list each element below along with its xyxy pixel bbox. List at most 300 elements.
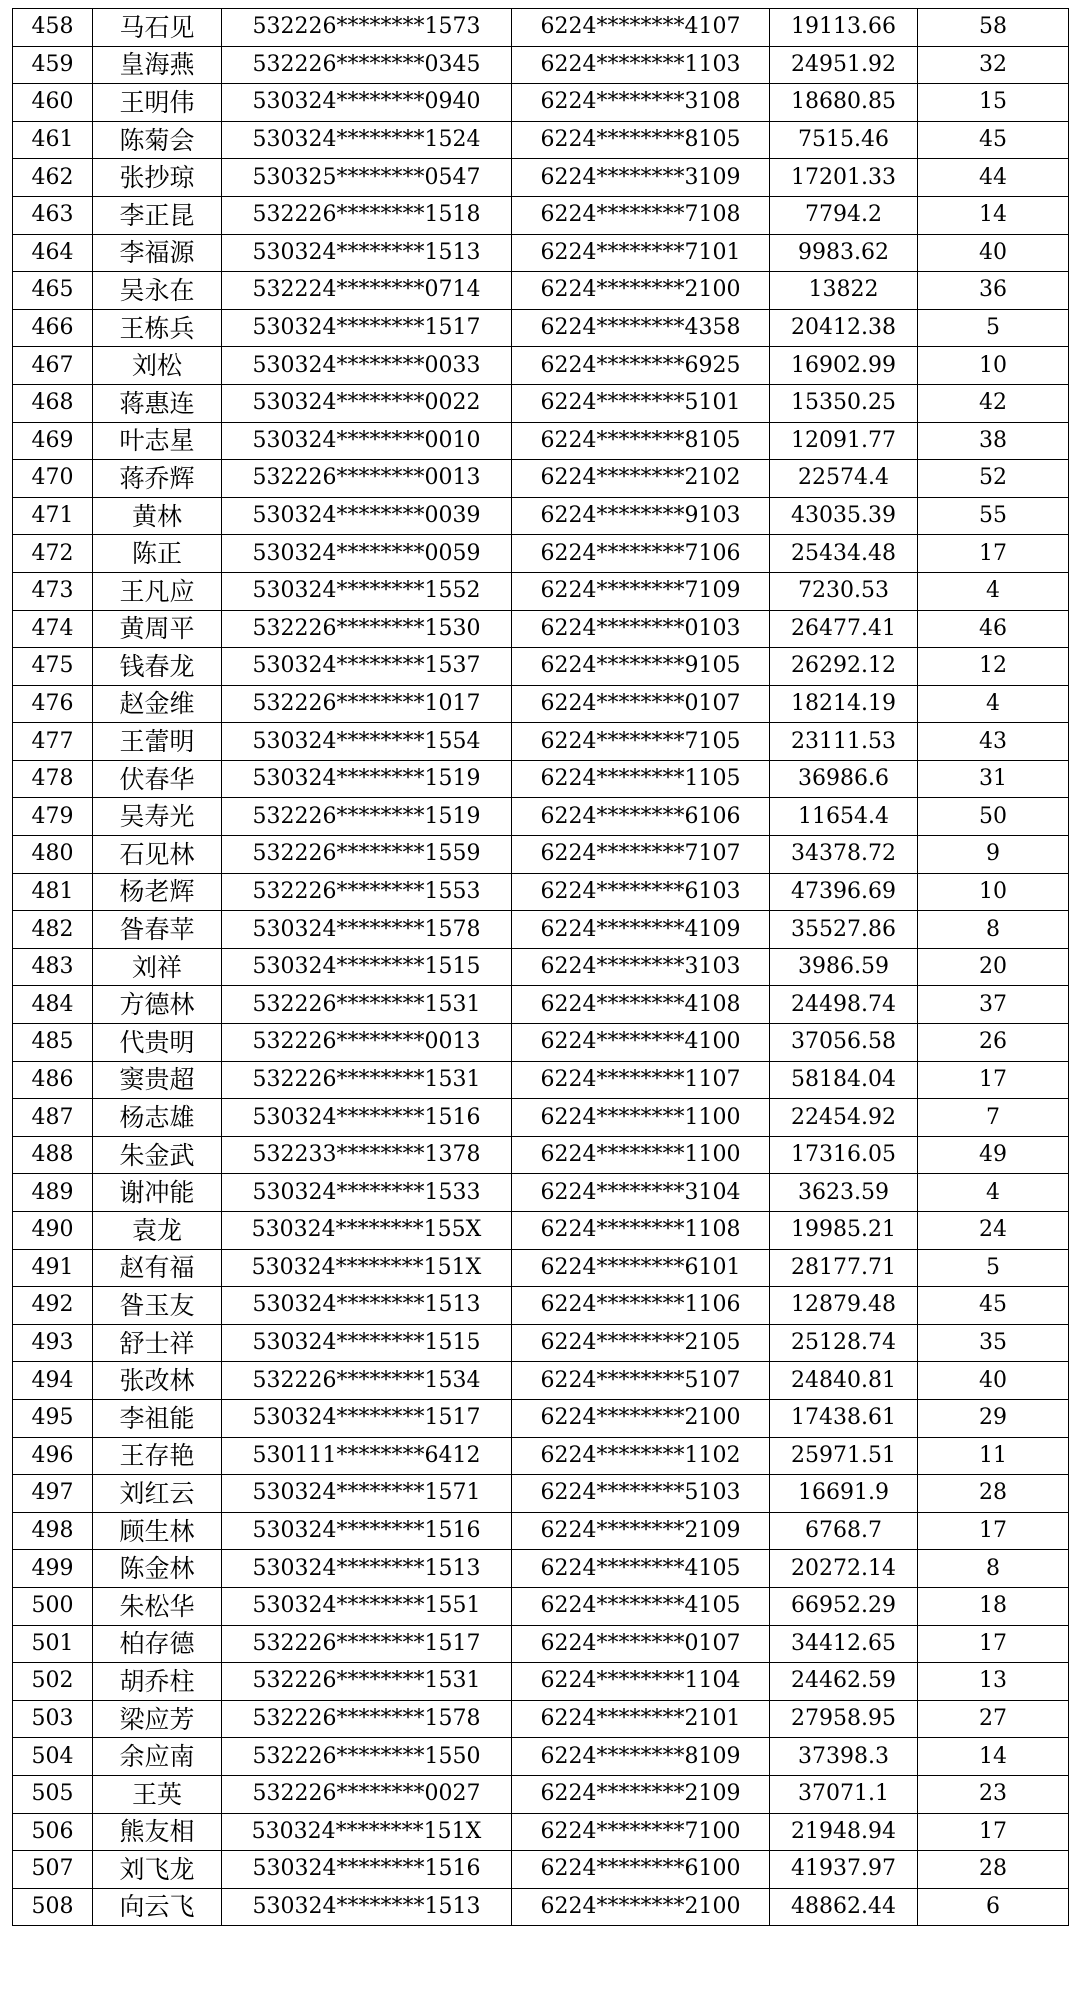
row-number-cell: 495 — [13, 1399, 93, 1437]
name-cell: 钱春龙 — [93, 648, 222, 686]
row-number-cell: 490 — [13, 1212, 93, 1250]
table-row — [13, 1174, 1069, 1212]
amount-cell: 34378.72 — [770, 836, 918, 874]
table-row — [13, 1399, 1069, 1437]
amount-cell: 23111.53 — [770, 723, 918, 761]
count-cell: 27 — [918, 1700, 1069, 1738]
name-cell: 赵有福 — [93, 1249, 222, 1287]
bank-card-cell: 6224********2100 — [512, 1399, 770, 1437]
table-row — [13, 497, 1069, 535]
bank-card-cell: 6224********6101 — [512, 1249, 770, 1287]
count-cell: 4 — [918, 572, 1069, 610]
table-row — [13, 422, 1069, 460]
name-cell: 王栋兵 — [93, 309, 222, 347]
amount-cell: 3986.59 — [770, 948, 918, 986]
count-cell: 20 — [918, 948, 1069, 986]
count-cell: 12 — [918, 648, 1069, 686]
table-row — [13, 1212, 1069, 1250]
bank-card-cell: 6224********3103 — [512, 948, 770, 986]
bank-card-cell: 6224********2100 — [512, 272, 770, 310]
amount-cell: 9983.62 — [770, 234, 918, 272]
row-number-cell: 482 — [13, 911, 93, 949]
row-number-cell: 480 — [13, 836, 93, 874]
name-cell: 陈金林 — [93, 1550, 222, 1588]
table-row — [13, 1324, 1069, 1362]
count-cell: 5 — [918, 1249, 1069, 1287]
row-number-cell: 507 — [13, 1851, 93, 1889]
row-number-cell: 505 — [13, 1775, 93, 1813]
table-row — [13, 873, 1069, 911]
row-number-cell: 475 — [13, 648, 93, 686]
count-cell: 18 — [918, 1587, 1069, 1625]
bank-card-cell: 6224********9105 — [512, 648, 770, 686]
count-cell: 4 — [918, 685, 1069, 723]
count-cell: 23 — [918, 1775, 1069, 1813]
row-number-cell: 508 — [13, 1888, 93, 1926]
count-cell: 10 — [918, 873, 1069, 911]
count-cell: 40 — [918, 234, 1069, 272]
row-number-cell: 496 — [13, 1437, 93, 1475]
id-number-cell: 530324********1554 — [222, 723, 512, 761]
id-number-cell: 530325********0547 — [222, 159, 512, 197]
count-cell: 43 — [918, 723, 1069, 761]
count-cell: 17 — [918, 1625, 1069, 1663]
row-number-cell: 462 — [13, 159, 93, 197]
name-cell: 谢冲能 — [93, 1174, 222, 1212]
count-cell: 17 — [918, 1813, 1069, 1851]
table-row — [13, 798, 1069, 836]
table-row — [13, 309, 1069, 347]
amount-cell: 37071.1 — [770, 1775, 918, 1813]
row-number-cell: 493 — [13, 1324, 93, 1362]
name-cell: 皇海燕 — [93, 46, 222, 84]
table-body — [13, 9, 1069, 1926]
row-number-cell: 464 — [13, 234, 93, 272]
id-number-cell: 530324********1515 — [222, 948, 512, 986]
table-row — [13, 836, 1069, 874]
id-number-cell: 532226********1530 — [222, 610, 512, 648]
name-cell: 吴寿光 — [93, 798, 222, 836]
count-cell: 5 — [918, 309, 1069, 347]
table-row — [13, 347, 1069, 385]
id-number-cell: 530324********1516 — [222, 1851, 512, 1889]
data-table — [12, 8, 1069, 1926]
bank-card-cell: 6224********6106 — [512, 798, 770, 836]
bank-card-cell: 6224********2105 — [512, 1324, 770, 1362]
table-row — [13, 1287, 1069, 1325]
id-number-cell: 530324********1537 — [222, 648, 512, 686]
bank-card-cell: 6224********7108 — [512, 196, 770, 234]
table-row — [13, 1550, 1069, 1588]
row-number-cell: 499 — [13, 1550, 93, 1588]
bank-card-cell: 6224********0107 — [512, 1625, 770, 1663]
count-cell: 40 — [918, 1362, 1069, 1400]
name-cell: 柏存德 — [93, 1625, 222, 1663]
name-cell: 张改林 — [93, 1362, 222, 1400]
id-number-cell: 532233********1378 — [222, 1136, 512, 1174]
table-row — [13, 1775, 1069, 1813]
name-cell: 窦贵超 — [93, 1061, 222, 1099]
id-number-cell: 532226********0345 — [222, 46, 512, 84]
amount-cell: 24498.74 — [770, 986, 918, 1024]
amount-cell: 37056.58 — [770, 1024, 918, 1062]
row-number-cell: 463 — [13, 196, 93, 234]
name-cell: 朱金武 — [93, 1136, 222, 1174]
amount-cell: 41937.97 — [770, 1851, 918, 1889]
id-number-cell: 532226********1559 — [222, 836, 512, 874]
count-cell: 28 — [918, 1851, 1069, 1889]
name-cell: 刘祥 — [93, 948, 222, 986]
table-row — [13, 1625, 1069, 1663]
amount-cell: 20272.14 — [770, 1550, 918, 1588]
count-cell: 6 — [918, 1888, 1069, 1926]
amount-cell: 18214.19 — [770, 685, 918, 723]
id-number-cell: 530324********1551 — [222, 1587, 512, 1625]
id-number-cell: 532226********1553 — [222, 873, 512, 911]
bank-card-cell: 6224********2109 — [512, 1775, 770, 1813]
amount-cell: 66952.29 — [770, 1587, 918, 1625]
bank-card-cell: 6224********2101 — [512, 1700, 770, 1738]
id-number-cell: 532224********0714 — [222, 272, 512, 310]
bank-card-cell: 6224********2109 — [512, 1512, 770, 1550]
name-cell: 刘飞龙 — [93, 1851, 222, 1889]
count-cell: 45 — [918, 121, 1069, 159]
row-number-cell: 487 — [13, 1099, 93, 1137]
table-row — [13, 1099, 1069, 1137]
row-number-cell: 488 — [13, 1136, 93, 1174]
row-number-cell: 478 — [13, 760, 93, 798]
count-cell: 32 — [918, 46, 1069, 84]
table-row — [13, 1813, 1069, 1851]
id-number-cell: 530324********1519 — [222, 760, 512, 798]
name-cell: 王英 — [93, 1775, 222, 1813]
count-cell: 26 — [918, 1024, 1069, 1062]
id-number-cell: 530324********0059 — [222, 535, 512, 573]
bank-card-cell: 6224********9103 — [512, 497, 770, 535]
count-cell: 52 — [918, 460, 1069, 498]
row-number-cell: 501 — [13, 1625, 93, 1663]
id-number-cell: 530324********1513 — [222, 1287, 512, 1325]
name-cell: 叶志星 — [93, 422, 222, 460]
amount-cell: 11654.4 — [770, 798, 918, 836]
name-cell: 李祖能 — [93, 1399, 222, 1437]
amount-cell: 17316.05 — [770, 1136, 918, 1174]
amount-cell: 48862.44 — [770, 1888, 918, 1926]
bank-card-cell: 6224********3108 — [512, 84, 770, 122]
name-cell: 王明伟 — [93, 84, 222, 122]
table-row — [13, 1663, 1069, 1701]
table-row — [13, 234, 1069, 272]
table-row — [13, 46, 1069, 84]
amount-cell: 24840.81 — [770, 1362, 918, 1400]
row-number-cell: 492 — [13, 1287, 93, 1325]
count-cell: 46 — [918, 610, 1069, 648]
bank-card-cell: 6224********6103 — [512, 873, 770, 911]
count-cell: 38 — [918, 422, 1069, 460]
id-number-cell: 530324********1513 — [222, 1550, 512, 1588]
bank-card-cell: 6224********8105 — [512, 422, 770, 460]
id-number-cell: 532226********1573 — [222, 9, 512, 47]
amount-cell: 13822 — [770, 272, 918, 310]
table-row — [13, 648, 1069, 686]
bank-card-cell: 6224********1105 — [512, 760, 770, 798]
bank-card-cell: 6224********2100 — [512, 1888, 770, 1926]
amount-cell: 19985.21 — [770, 1212, 918, 1250]
amount-cell: 3623.59 — [770, 1174, 918, 1212]
table-row — [13, 1512, 1069, 1550]
name-cell: 昝玉友 — [93, 1287, 222, 1325]
bank-card-cell: 6224********1100 — [512, 1099, 770, 1137]
id-number-cell: 530324********1515 — [222, 1324, 512, 1362]
amount-cell: 43035.39 — [770, 497, 918, 535]
count-cell: 42 — [918, 384, 1069, 422]
id-number-cell: 532226********1531 — [222, 1061, 512, 1099]
name-cell: 李福源 — [93, 234, 222, 272]
table-row — [13, 1700, 1069, 1738]
id-number-cell: 530324********1517 — [222, 309, 512, 347]
amount-cell: 58184.04 — [770, 1061, 918, 1099]
count-cell: 36 — [918, 272, 1069, 310]
row-number-cell: 468 — [13, 384, 93, 422]
row-number-cell: 483 — [13, 948, 93, 986]
id-number-cell: 532226********1517 — [222, 1625, 512, 1663]
name-cell: 王蕾明 — [93, 723, 222, 761]
table-row — [13, 1136, 1069, 1174]
count-cell: 50 — [918, 798, 1069, 836]
count-cell: 15 — [918, 84, 1069, 122]
name-cell: 黄周平 — [93, 610, 222, 648]
amount-cell: 34412.65 — [770, 1625, 918, 1663]
name-cell: 余应南 — [93, 1738, 222, 1776]
count-cell: 49 — [918, 1136, 1069, 1174]
row-number-cell: 485 — [13, 1024, 93, 1062]
count-cell: 55 — [918, 497, 1069, 535]
count-cell: 17 — [918, 1061, 1069, 1099]
row-number-cell: 461 — [13, 121, 93, 159]
row-number-cell: 503 — [13, 1700, 93, 1738]
amount-cell: 21948.94 — [770, 1813, 918, 1851]
id-number-cell: 532226********0013 — [222, 1024, 512, 1062]
table-row — [13, 685, 1069, 723]
amount-cell: 17201.33 — [770, 159, 918, 197]
row-number-cell: 460 — [13, 84, 93, 122]
name-cell: 袁龙 — [93, 1212, 222, 1250]
table-row — [13, 1888, 1069, 1926]
table-row — [13, 760, 1069, 798]
table-row — [13, 723, 1069, 761]
name-cell: 梁应芳 — [93, 1700, 222, 1738]
bank-card-cell: 6224********6100 — [512, 1851, 770, 1889]
row-number-cell: 466 — [13, 309, 93, 347]
id-number-cell: 530324********0940 — [222, 84, 512, 122]
bank-card-cell: 6224********0107 — [512, 685, 770, 723]
id-number-cell: 530324********155X — [222, 1212, 512, 1250]
row-number-cell: 471 — [13, 497, 93, 535]
bank-card-cell: 6224********8109 — [512, 1738, 770, 1776]
amount-cell: 7794.2 — [770, 196, 918, 234]
row-number-cell: 502 — [13, 1663, 93, 1701]
amount-cell: 12091.77 — [770, 422, 918, 460]
table-row — [13, 9, 1069, 47]
bank-card-cell: 6224********1103 — [512, 46, 770, 84]
bank-card-cell: 6224********4107 — [512, 9, 770, 47]
table-row — [13, 911, 1069, 949]
amount-cell: 24951.92 — [770, 46, 918, 84]
id-number-cell: 530324********0033 — [222, 347, 512, 385]
count-cell: 10 — [918, 347, 1069, 385]
bank-card-cell: 6224********7109 — [512, 572, 770, 610]
bank-card-cell: 6224********1107 — [512, 1061, 770, 1099]
bank-card-cell: 6224********7107 — [512, 836, 770, 874]
amount-cell: 19113.66 — [770, 9, 918, 47]
table-row — [13, 196, 1069, 234]
id-number-cell: 530324********1571 — [222, 1475, 512, 1513]
name-cell: 马石见 — [93, 9, 222, 47]
bank-card-cell: 6224********7101 — [512, 234, 770, 272]
row-number-cell: 467 — [13, 347, 93, 385]
table-row — [13, 572, 1069, 610]
id-number-cell: 532226********1578 — [222, 1700, 512, 1738]
row-number-cell: 481 — [13, 873, 93, 911]
row-number-cell: 459 — [13, 46, 93, 84]
amount-cell: 7515.46 — [770, 121, 918, 159]
count-cell: 11 — [918, 1437, 1069, 1475]
name-cell: 陈正 — [93, 535, 222, 573]
amount-cell: 27958.95 — [770, 1700, 918, 1738]
id-number-cell: 530324********1516 — [222, 1099, 512, 1137]
bank-card-cell: 6224********5107 — [512, 1362, 770, 1400]
count-cell: 9 — [918, 836, 1069, 874]
table-row — [13, 1024, 1069, 1062]
table-row — [13, 986, 1069, 1024]
bank-card-cell: 6224********1102 — [512, 1437, 770, 1475]
id-number-cell: 532226********1534 — [222, 1362, 512, 1400]
name-cell: 代贵明 — [93, 1024, 222, 1062]
name-cell: 吴永在 — [93, 272, 222, 310]
table-row — [13, 1851, 1069, 1889]
count-cell: 35 — [918, 1324, 1069, 1362]
bank-card-cell: 6224********1100 — [512, 1136, 770, 1174]
amount-cell: 22574.4 — [770, 460, 918, 498]
count-cell: 8 — [918, 1550, 1069, 1588]
row-number-cell: 497 — [13, 1475, 93, 1513]
name-cell: 熊友相 — [93, 1813, 222, 1851]
bank-card-cell: 6224********3104 — [512, 1174, 770, 1212]
id-number-cell: 532226********0027 — [222, 1775, 512, 1813]
row-number-cell: 500 — [13, 1587, 93, 1625]
bank-card-cell: 6224********4105 — [512, 1550, 770, 1588]
table-row — [13, 1475, 1069, 1513]
bank-card-cell: 6224********4105 — [512, 1587, 770, 1625]
row-number-cell: 494 — [13, 1362, 93, 1400]
id-number-cell: 532226********1519 — [222, 798, 512, 836]
name-cell: 蒋乔辉 — [93, 460, 222, 498]
table-row — [13, 1249, 1069, 1287]
table-row — [13, 384, 1069, 422]
amount-cell: 25434.48 — [770, 535, 918, 573]
amount-cell: 12879.48 — [770, 1287, 918, 1325]
amount-cell: 26292.12 — [770, 648, 918, 686]
name-cell: 李正昆 — [93, 196, 222, 234]
id-number-cell: 532226********1017 — [222, 685, 512, 723]
bank-card-cell: 6224********4358 — [512, 309, 770, 347]
count-cell: 17 — [918, 535, 1069, 573]
row-number-cell: 498 — [13, 1512, 93, 1550]
table-row — [13, 610, 1069, 648]
name-cell: 朱松华 — [93, 1587, 222, 1625]
id-number-cell: 530324********0039 — [222, 497, 512, 535]
amount-cell: 25971.51 — [770, 1437, 918, 1475]
count-cell: 8 — [918, 911, 1069, 949]
row-number-cell: 479 — [13, 798, 93, 836]
name-cell: 杨老辉 — [93, 873, 222, 911]
table-row — [13, 1362, 1069, 1400]
count-cell: 4 — [918, 1174, 1069, 1212]
table-row — [13, 1437, 1069, 1475]
count-cell: 31 — [918, 760, 1069, 798]
row-number-cell: 469 — [13, 422, 93, 460]
count-cell: 14 — [918, 1738, 1069, 1776]
count-cell: 24 — [918, 1212, 1069, 1250]
table-row — [13, 1061, 1069, 1099]
bank-card-cell: 6224********8105 — [512, 121, 770, 159]
id-number-cell: 530324********1513 — [222, 234, 512, 272]
id-number-cell: 530324********1578 — [222, 911, 512, 949]
amount-cell: 25128.74 — [770, 1324, 918, 1362]
name-cell: 方德林 — [93, 986, 222, 1024]
row-number-cell: 477 — [13, 723, 93, 761]
row-number-cell: 473 — [13, 572, 93, 610]
name-cell: 刘松 — [93, 347, 222, 385]
row-number-cell: 474 — [13, 610, 93, 648]
id-number-cell: 530324********0022 — [222, 384, 512, 422]
amount-cell: 18680.85 — [770, 84, 918, 122]
amount-cell: 20412.38 — [770, 309, 918, 347]
amount-cell: 37398.3 — [770, 1738, 918, 1776]
id-number-cell: 532226********1531 — [222, 986, 512, 1024]
amount-cell: 26477.41 — [770, 610, 918, 648]
name-cell: 伏春华 — [93, 760, 222, 798]
id-number-cell: 532226********1550 — [222, 1738, 512, 1776]
amount-cell: 36986.6 — [770, 760, 918, 798]
amount-cell: 24462.59 — [770, 1663, 918, 1701]
row-number-cell: 486 — [13, 1061, 93, 1099]
table-row — [13, 1587, 1069, 1625]
id-number-cell: 530324********1516 — [222, 1512, 512, 1550]
count-cell: 44 — [918, 159, 1069, 197]
amount-cell: 47396.69 — [770, 873, 918, 911]
row-number-cell: 472 — [13, 535, 93, 573]
count-cell: 58 — [918, 9, 1069, 47]
bank-card-cell: 6224********7100 — [512, 1813, 770, 1851]
bank-card-cell: 6224********6925 — [512, 347, 770, 385]
name-cell: 赵金维 — [93, 685, 222, 723]
name-cell: 刘红云 — [93, 1475, 222, 1513]
name-cell: 向云飞 — [93, 1888, 222, 1926]
name-cell: 石见林 — [93, 836, 222, 874]
amount-cell: 35527.86 — [770, 911, 918, 949]
row-number-cell: 465 — [13, 272, 93, 310]
count-cell: 7 — [918, 1099, 1069, 1137]
id-number-cell: 530324********151X — [222, 1813, 512, 1851]
table-row — [13, 84, 1069, 122]
id-number-cell: 530324********1524 — [222, 121, 512, 159]
count-cell: 13 — [918, 1663, 1069, 1701]
id-number-cell: 530111********6412 — [222, 1437, 512, 1475]
name-cell: 舒士祥 — [93, 1324, 222, 1362]
id-number-cell: 532226********0013 — [222, 460, 512, 498]
name-cell: 昝春苹 — [93, 911, 222, 949]
